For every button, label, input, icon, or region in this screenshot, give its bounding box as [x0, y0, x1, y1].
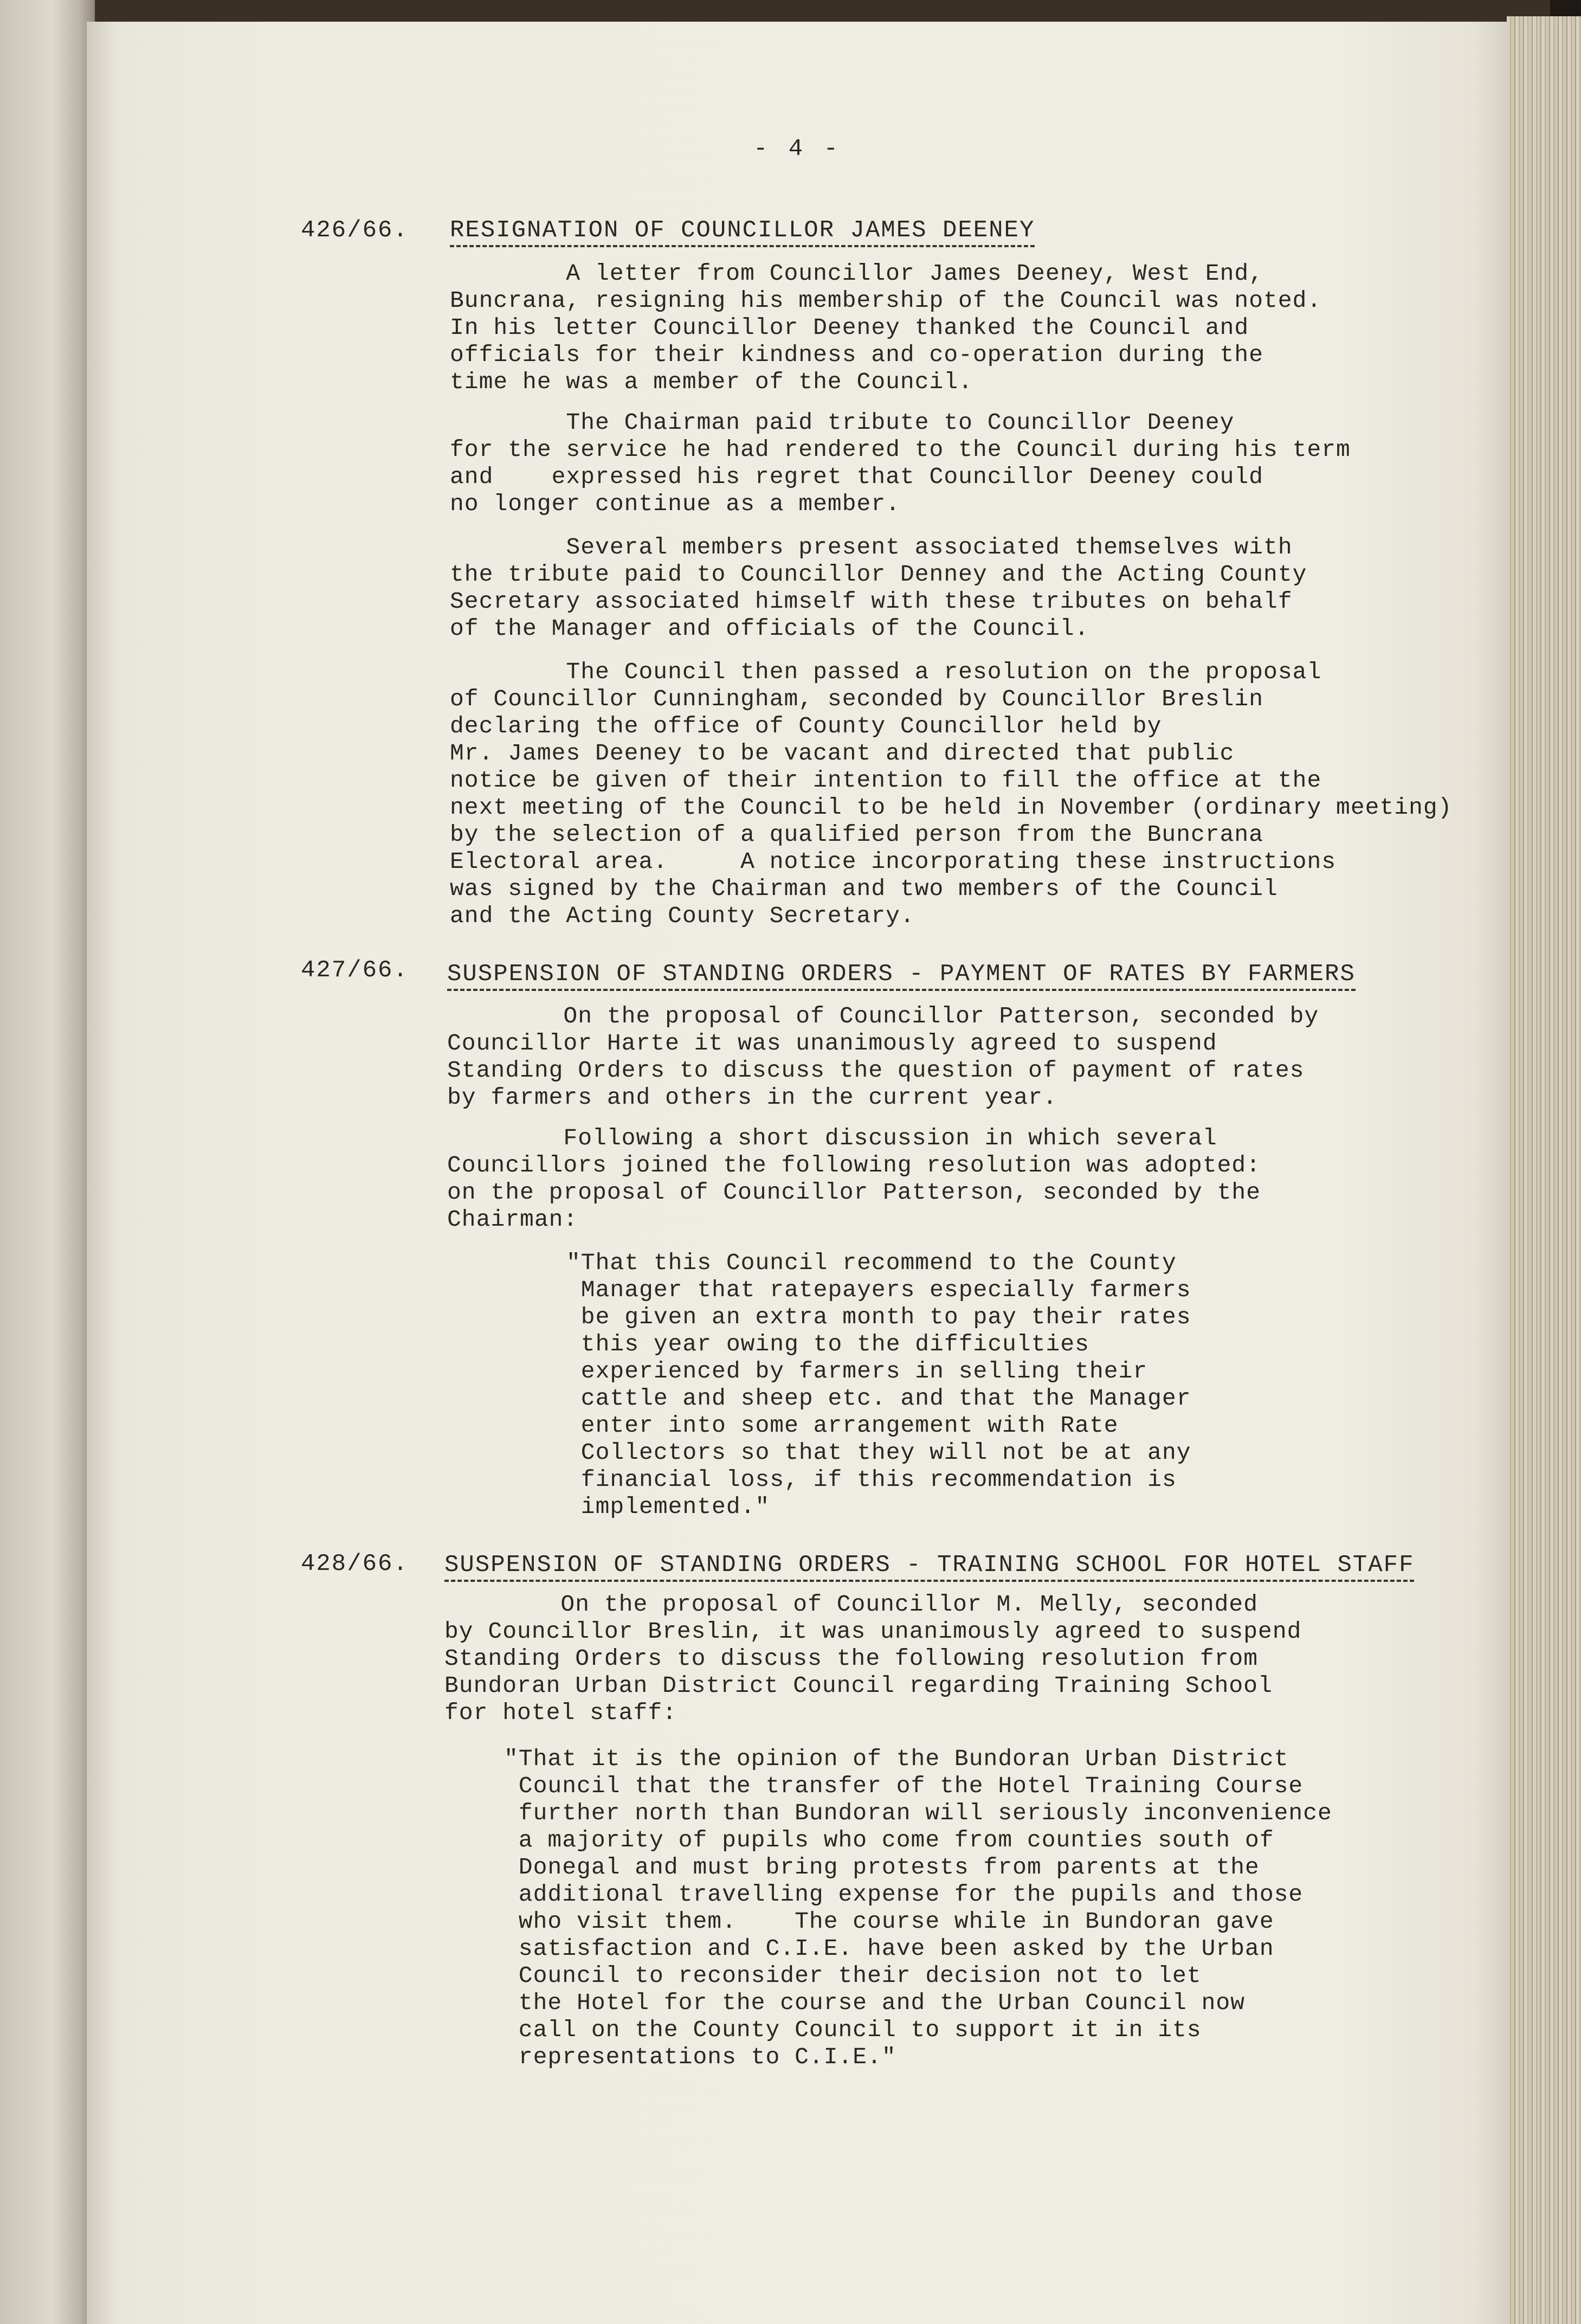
minute-paragraph: Several members present associated themselves with the tribute paid to Councillor Denney and the Acting County Secretary associated himself with these tributes on behalf of the Manager and officials of the Council.	[450, 534, 1307, 642]
minute-paragraph: Following a short discussion in which several Councillors joined the following resolution was adopted: on the proposal of Councillor Patterson, seconded by the Chairman:	[447, 1125, 1261, 1233]
minute-paragraph: The Chairman paid tribute to Councillor Deeney for the service he had rendered to the Council during his term and expressed his regret that Councillor Deeney could no longer continue as a member.	[450, 409, 1351, 517]
page-edges	[1507, 16, 1581, 2324]
minute-number: 428/66.	[301, 1550, 409, 1578]
minute-number: 426/66.	[301, 217, 409, 244]
corner-shadow	[1550, 0, 1581, 16]
book-spine	[0, 0, 95, 2324]
minute-number: 427/66.	[301, 957, 409, 984]
page-number: - 4 -	[753, 136, 842, 163]
minute-paragraph: On the proposal of Councillor M. Melly, seconded by Councillor Breslin, it was unanimously agreed to suspend Standing Orders to discuss the following resolution from Bundoran Urban District Council regarding Training School for hotel staff:	[444, 1591, 1302, 1726]
resolution-quote: "That this Council recommend to the County Manager that ratepayers especially farmers be given an extra month to pay their rates this year owing to the difficulties experienced by farmers in selling their cattle and sheep etc. and that the Manager enter into some arrangement with Rate Collectors so that they will not be at any financial loss, if this recommendation is implemented."	[566, 1250, 1191, 1520]
minute-paragraph: On the proposal of Councillor Patterson, seconded by Councillor Harte it was unanimously agreed to suspend Standing Orders to discuss the question of payment of rates by farmers and others in the current year.	[447, 1003, 1319, 1111]
minute-heading: RESIGNATION OF COUNCILLOR JAMES DEENEY	[450, 217, 1035, 247]
minute-heading: SUSPENSION OF STANDING ORDERS - PAYMENT OF RATES BY FARMERS	[447, 961, 1356, 991]
minute-paragraph: A letter from Councillor James Deeney, West End, Buncrana, resigning his membership of the Council was noted. In his letter Councillor Deeney thanked the Council and officials for their kindness and co-operation during the time he was a member of the Council.	[450, 260, 1322, 395]
minute-heading: SUSPENSION OF STANDING ORDERS - TRAINING SCHOOL FOR HOTEL STAFF	[444, 1552, 1414, 1582]
resolution-quote: "That it is the opinion of the Bundoran Urban District Council that the transfer of the Hotel Training Course further north than Bundoran will seriously inconvenience a majority of pupils who come from counties south of Donegal and must bring protests from parents at the additional travelling expense for the pupils and those who visit them. The course while in Bundoran gave satisfaction and C.I.E. have been asked by the Urban Council to reconsider their decision not to let the Hotel for the course and the Urban Council now call on the County Council to support it in its representations to C.I.E."	[504, 1746, 1332, 2070]
minute-paragraph: The Council then passed a resolution on the proposal of Councillor Cunningham, seconded by Councillor Breslin declaring the office of County Councillor held by Mr. James Deeney to be vacant and directed that public notice be given of their intention to fill the office at the next meeting of the Council to be held in November (ordinary meeting) by the selection of a qualified person from the Buncrana Electoral area. A notice incorporating these instructions was signed by the Chairman and two members of the Council and the Acting County Secretary.	[450, 659, 1453, 929]
